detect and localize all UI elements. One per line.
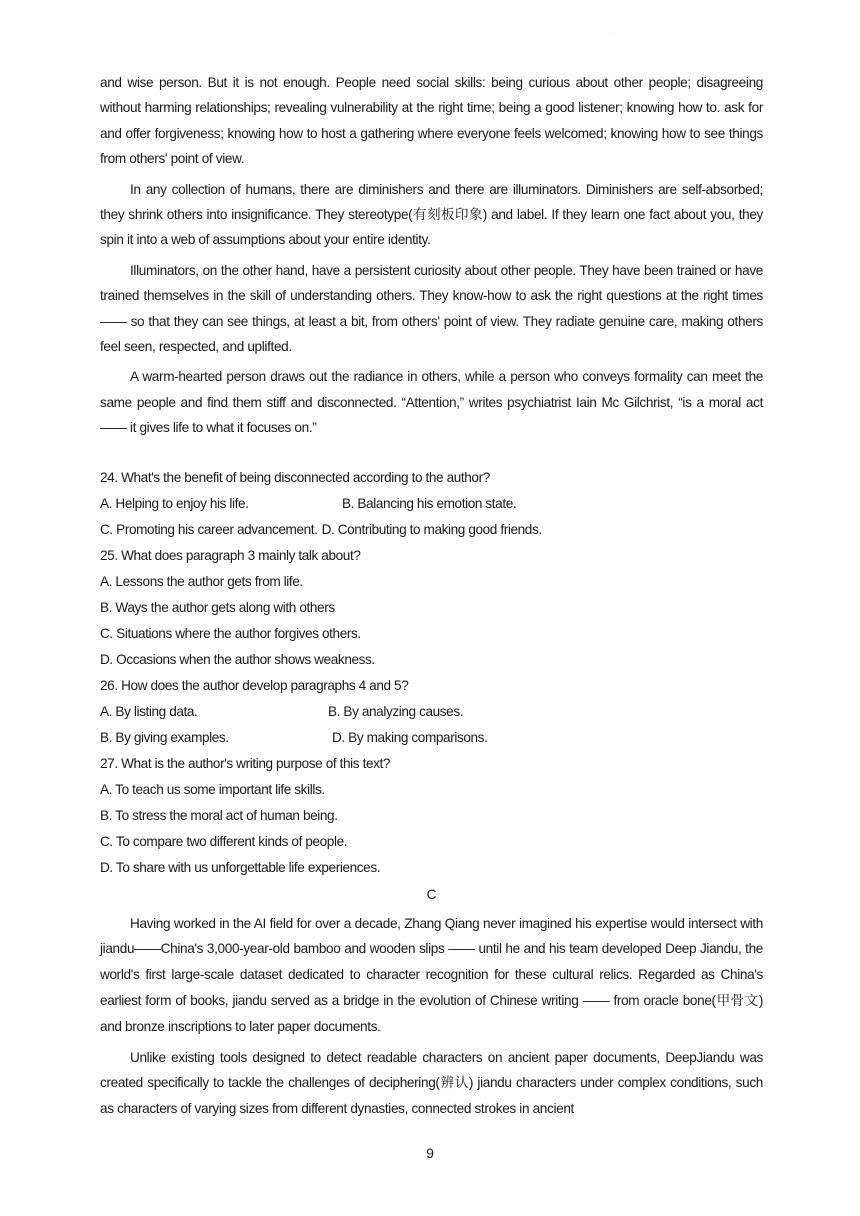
page-number: 9 (426, 1145, 434, 1161)
question-27 (100, 751, 763, 881)
passage-paragraph: In any collection of humans, there are diminishers and there are illuminators. Diminishers are self-absorbed; they shrink others into insignificance. They stereotype(有刻板印象) and label. If they learn one fact about you, they spin it into a web of assumptions about your entire identity. (100, 181, 763, 248)
option-b: B. Balancing his emotion state. (342, 495, 517, 511)
option-a: A. Helping to enjoy his life. (100, 495, 249, 511)
passage-paragraph: Having worked in the AI field for over a decade, Zhang Qiang never imagined his expertise would intersect with jiandu——China's 3,000-year-old bamboo and wooden slips —— until he and his team developed Deep Jiandu, the world's first large-scale dataset dedicated to character recognition for these cultural relics. Regarded as China's earliest form of books, jiandu served as a bridge in the evolution of Chinese writing —— from oracle bone(甲骨文) and bronze inscriptions to later paper documents. (100, 915, 763, 1034)
passage-paragraph: A warm-hearted person draws out the radiance in others, while a person who conveys formality can meet the same people and find them stiff and disconnected. “Attention,” writes psychiatrist Iain Mc Gilchrist, “is a moral act —— it gives life to what it focuses on.” (100, 369, 763, 436)
option-row (100, 699, 763, 725)
passage-paragraph: and wise person. But it is not enough. People need social skills: being curious about other people; disagreeing without harming relationships; revealing vulnerability at the right time; being a good listener; knowing how to. ask for and offer forgiveness; knowing how to host a gathering where everyone feels welcomed; knowing how to see things from others' point of view. (100, 75, 763, 167)
corner-mark: · (612, 30, 614, 36)
page-content (100, 70, 763, 1127)
option-d: D. Contributing to making good friends. (321, 521, 542, 537)
passage-paragraph: Illuminators, on the other hand, have a persistent curiosity about other people. They have been trained or have trained themselves in the skill of understanding others. They know-how to ask the right questions at the right times —— so that they can see things, at least a bit, from others' point of view. They radiate genuine care, making others feel seen, respected, and uplifted. (100, 262, 763, 355)
question-26 (100, 673, 763, 751)
option-d: D. Occasions when the author shows weakness. (100, 651, 375, 667)
section-heading: C (426, 886, 437, 902)
question-stem: 24. What's the benefit of being disconnected according to the author? (100, 469, 490, 485)
option-row (100, 725, 763, 751)
passage-paragraph: Unlike existing tools designed to detect readable characters on ancient paper documents, DeepJiandu was created specifically to tackle the challenges of deciphering(辨认) jiandu characters under complex conditions, such as characters of varying sizes from different dynasties, connected strokes in ancient (100, 1049, 763, 1117)
option-a: A. Lessons the author gets from life. (100, 573, 303, 589)
question-stem: 25. What does paragraph 3 mainly talk about? (100, 547, 361, 563)
question-stem: 26. How does the author develop paragraphs 4 and 5? (100, 677, 409, 693)
option-d: D. To share with us unforgettable life experiences. (100, 859, 381, 875)
passage-c (100, 911, 763, 1122)
option-b: B. To stress the moral act of human being. (100, 807, 338, 823)
option-c: C. To compare two different kinds of people. (100, 833, 348, 849)
option-a: A. To teach us some important life skills. (100, 781, 325, 797)
question-24 (100, 465, 763, 543)
option-b: B. Ways the author gets along with others (100, 599, 335, 615)
option-d: D. By making comparisons. (332, 729, 488, 745)
question-25 (100, 543, 763, 673)
option-row (100, 491, 763, 517)
option-row (100, 517, 763, 543)
option-c: C. Promoting his career advancement. (100, 521, 318, 537)
option-a: A. By listing data. (100, 703, 198, 719)
passage-b (100, 70, 763, 441)
option-c: C. Situations where the author forgives others. (100, 625, 361, 641)
option-c: B. By giving examples. (100, 729, 229, 745)
question-stem: 27. What is the author's writing purpose of this text? (100, 755, 391, 771)
option-b: B. By analyzing causes. (328, 703, 464, 719)
